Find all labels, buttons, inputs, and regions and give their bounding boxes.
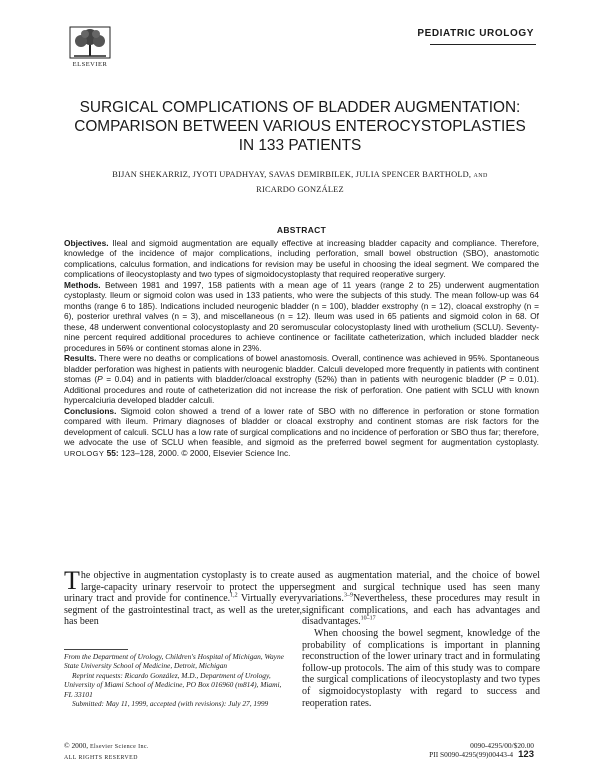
- body-column-left: [64, 566, 302, 628]
- abstract-objectives: [64, 238, 539, 280]
- abstract-methods: [64, 280, 539, 354]
- objectives-label: Objectives.: [64, 237, 109, 248]
- section-label: PEDIATRIC UROLOGY: [417, 28, 534, 39]
- abstract-conclusions: [64, 406, 539, 460]
- author-list: [60, 168, 540, 196]
- p-value-symbol: P: [97, 374, 103, 384]
- results-text: There were no deaths or complications of bowel anastomosis. Overall, continence was achieved in 95%. Spontaneous bladder perforation was highest in patients with neurogenic bladder. Calculi developed more frequently in patients with continent stomas (: [64, 353, 539, 384]
- article-title: [60, 98, 540, 155]
- body-paragraph: [302, 570, 540, 628]
- body-text: Nevertheless, these procedures may result in significant complications, and each has advantages and disadvantages.: [302, 593, 540, 628]
- footnote-affiliation: From the Department of Urology, Children's Hospital of Michigan, Wayne State University School of Medicine, Detroit, Michigan: [64, 652, 284, 671]
- pii: PII S0090-4295(99)00443-4: [429, 750, 514, 759]
- footer-identifiers: [429, 741, 534, 759]
- rights-reserved: ALL RIGHTS RESERVED: [64, 755, 138, 761]
- body-column-right: [302, 570, 540, 709]
- publisher-name: ELSEVIER: [72, 61, 108, 68]
- reference-superscript: 1,2: [230, 592, 238, 599]
- body-text: used as augmentation material, and the choice of bowel segment and surgical technique used has seen many variations.: [302, 570, 540, 605]
- abstract-results: [64, 353, 539, 406]
- copyright-holder: Elsevier Science Inc.: [89, 744, 149, 750]
- intro-paragraph: [64, 566, 302, 628]
- authors-line: BIJAN SHEKARRIZ, JYOTI UPADHYAY, SAVAS DEMIRBILEK, JULIA SPENCER BARTHOLD,: [112, 170, 472, 179]
- conclusions-text: Sigmoid colon showed a trend of a lower rate of SBO with no difference in perforation or stone formation compared with ileum. Primary diagnoses of bladder or cloacal exstrophy and continent stomas are risk factors for the development of calculi. SCLU has a low rate of surgical complications and no incidence of perforation or SBO thus far; therefore, we advocate the use of SCLU when feasible, and sigmoid as the preferred bowel segment for augmentation cystoplasty.: [64, 405, 539, 447]
- title-line: IN 133 PATIENTS: [238, 137, 362, 154]
- body-text: he objective in augmentation cystoplasty is to create a large-capacity urinary reservoir to protect the upper urinary tract and provide for continence.: [64, 570, 302, 605]
- results-label: Results.: [64, 353, 97, 363]
- objectives-text: Ileal and sigmoid augmentation are equally effective at increasing bladder capacity and compliance. Therefore, knowledge of the incidence of major complications, including perforation, small bowel obstruction (SBO), anastomotic complications, calculus formation, and indications for revision may be useful in choosing the ideal segment. We compared the complications of ileocystoplasty and two types of sigmoidocystoplasty that required reoperative surgery.: [64, 237, 539, 279]
- methods-label: Methods.: [64, 279, 101, 290]
- footnote-submitted: Submitted: May 11, 1999, accepted (with revisions): July 27, 1999: [72, 699, 269, 709]
- copyright-year: © 2000,: [64, 741, 89, 750]
- reference-superscript: 3–9: [343, 592, 353, 599]
- section-rule: [430, 44, 536, 45]
- citation-rest: 123–128, 2000. © 2000, Elsevier Science Inc.: [121, 447, 291, 458]
- abstract: [64, 225, 539, 459]
- body-text: Virtually every segment of the gastrointestinal tract, as well as the ureter, has been: [64, 593, 302, 628]
- citation-journal: UROLOGY: [64, 448, 105, 458]
- methods-text: Between 1981 and 1997, 158 patients with a mean age of 11 years (range 2 to 25) underwent augmentation cystoplasty. Ileum or sigmoid colon was used in 133 patients, who were the subjects of this study. The mean follow-up was 64 months (range 6 to 185). Indications included neurogenic bladder (n = 100), bladder exstrophy (n = 12), cloacal exstrophy (n = 6), posterior urethral valves (n = 3), and miscellaneous (n = 12). Ileum was used in 65 patients and sigmoid colon in 68. Of these, 48 underwent conventional colocystoplasty and 20 seromuscular colocystoplasty lined with urothelium (SCLU). Seventy-nine percent required additional procedures to achieve continence or facilitate catheterization, which included bladder neck procedures in 56% or continent stomas alone in 23%.: [64, 279, 539, 353]
- issn: 0090-4295/00/$20.00: [470, 741, 534, 750]
- publisher-logo: [68, 26, 112, 68]
- footnotes: [64, 652, 286, 708]
- citation-volume: 55:: [106, 447, 119, 458]
- p-value-symbol: P: [500, 374, 506, 384]
- conclusions-label: Conclusions.: [64, 405, 117, 416]
- page-number: 123: [518, 749, 534, 760]
- authors-line: RICARDO GONZÁLEZ: [256, 185, 344, 194]
- title-line: SURGICAL COMPLICATIONS OF BLADDER AUGMENTATION:: [79, 99, 521, 116]
- drop-cap: T: [64, 566, 80, 595]
- reference-superscript: 10–17: [360, 616, 376, 623]
- results-text: = 0.04) and in patients with bladder/cloacal exstrophy (52%) than in patients with neurogenic bladder (: [102, 374, 501, 384]
- results-text: = 0.01). Additional procedures and route of catheterization did not increase the risk of perforation. One patient with SCLU with known hypercalciuria developed bladder calculi.: [64, 374, 539, 405]
- title-line: COMPARISON BETWEEN VARIOUS ENTEROCYSTOPLASTIES: [74, 118, 526, 135]
- footnote-rule: [64, 649, 128, 650]
- elsevier-tree-icon: [68, 26, 112, 60]
- footnote-reprints: Reprint requests: Ricardo González, M.D., Department of Urology, University of Miami School of Medicine, PO Box 016960 (m814), Miami, FL 33101: [64, 670, 282, 699]
- abstract-heading: ABSTRACT: [276, 225, 327, 235]
- body-paragraph: When choosing the bowel segment, knowledge of the probability of complications is important in planning reconstruction of the lower urinary tract and in formulating follow-up protocols. The aim of this study was to compare the surgical complications of ileocystoplasty and two types of sigmoidocystoplasty with regard to success and reoperation rates.: [302, 627, 540, 709]
- authors-and: AND: [473, 173, 488, 179]
- footer-copyright: [64, 741, 149, 763]
